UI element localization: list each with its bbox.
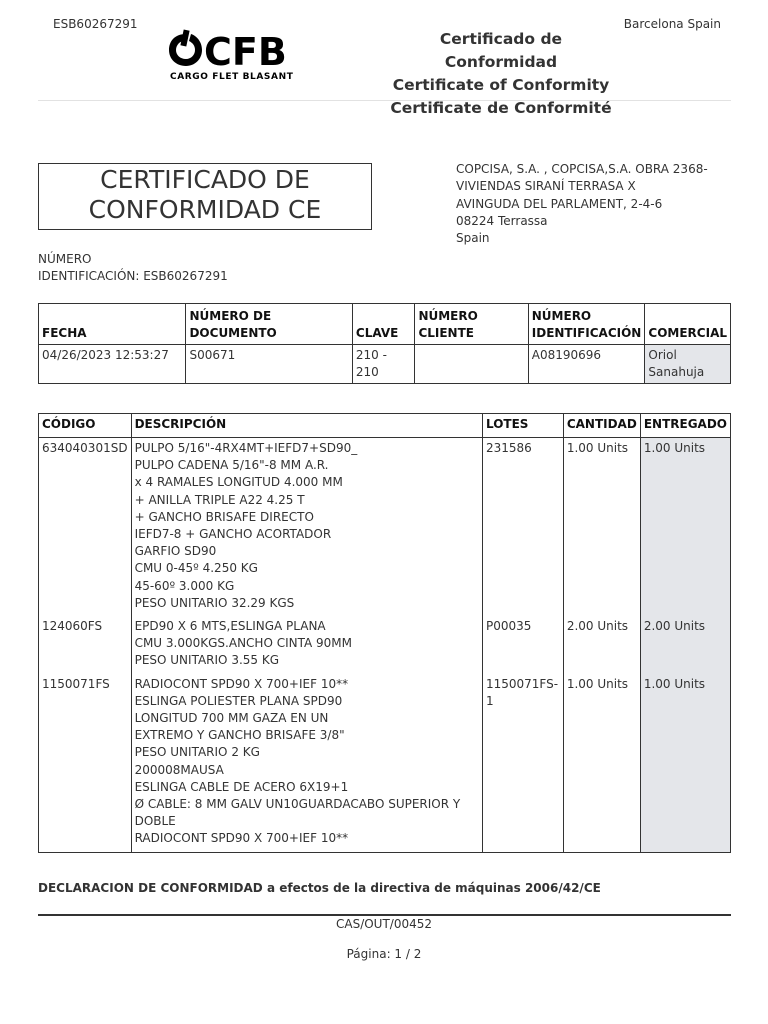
table-row	[39, 674, 731, 853]
cell-delivered: 2.00 Units	[640, 616, 730, 674]
cell-description	[131, 616, 482, 674]
certificate-titles	[384, 28, 618, 120]
description-line: CMU 3.000KGS.ANCHO CINTA 90MM	[134, 636, 353, 651]
description-line: RADIOCONT SPD90 X 700+IEF 10**	[134, 831, 349, 846]
cell-comercial: Oriol Sanahuja	[645, 345, 731, 384]
cell-cliente	[415, 345, 528, 384]
col-identificacion: NÚMERO IDENTIFICACIÓN	[528, 304, 645, 345]
description-line: x 4 RAMALES LONGITUD 4.000 MM	[134, 475, 343, 490]
cell-fecha: 04/26/2023 12:53:27	[39, 345, 186, 384]
col-cantidad: CANTIDAD	[563, 414, 640, 438]
footer-divider	[38, 914, 731, 916]
cell-code: 1150071FS	[39, 674, 132, 853]
cell-code: 634040301SD	[39, 438, 132, 617]
col-comercial: COMERCIAL	[645, 304, 731, 345]
ce-mark: CE	[288, 195, 322, 224]
description-line: PESO UNITARIO 2 KG	[134, 745, 260, 760]
col-documento: NÚMERO DE DOCUMENTO	[186, 304, 352, 345]
address-line: Spain	[456, 231, 490, 246]
cell-identificacion: A08190696	[528, 345, 645, 384]
col-lotes: LOTES	[482, 414, 563, 438]
id-value: IDENTIFICACIÓN: ESB60267291	[38, 269, 228, 284]
cell-lot: 1150071FS-1	[482, 674, 563, 853]
description-line: ESLINGA CABLE DE ACERO 6X19+1	[134, 779, 349, 794]
col-descripcion: DESCRIPCIÓN	[131, 414, 482, 438]
svg-text:CFB: CFB	[204, 30, 287, 73]
description-line: IEFD7-8 + GANCHO ACORTADOR	[134, 527, 332, 542]
id-label: NÚMERO	[38, 252, 92, 266]
address-line: AVINGUDA DEL PARLAMENT, 2-4-6	[456, 196, 663, 211]
col-fecha: FECHA	[39, 304, 186, 345]
items-header-row	[39, 414, 731, 438]
description-line: PESO UNITARIO 32.29 KGS	[134, 595, 295, 610]
info-table	[38, 303, 731, 384]
description-line: EPD90 X 6 MTS,ESLINGA PLANA	[134, 619, 326, 634]
declaration-text: DECLARACION DE CONFORMIDAD a efectos de la directiva de máquinas 2006/42/CE	[38, 881, 601, 895]
description-line: ESLINGA POLIESTER PLANA SPD90	[134, 693, 343, 708]
header-divider	[38, 100, 731, 101]
description-line: PULPO CADENA 5/16"-8 MM A.R.	[134, 458, 329, 473]
address-line: VIVIENDAS SIRANÍ TERRASA X	[456, 179, 636, 194]
cell-quantity: 1.00 Units	[563, 438, 640, 617]
description-line: Ø CABLE: 8 MM GALV UN10GUARDACABO SUPERIOR Y	[134, 797, 461, 812]
description-line: PESO UNITARIO 3.55 KG	[134, 653, 280, 668]
cell-lot: 231586	[482, 438, 563, 617]
cell-description	[131, 438, 482, 617]
certificate-title-line2: CONFORMIDAD CE	[88, 195, 322, 224]
footer-reference: CAS/OUT/00452	[335, 917, 433, 931]
description-line: RADIOCONT SPD90 X 700+IEF 10**	[134, 676, 349, 691]
cell-code: 124060FS	[39, 616, 132, 674]
cell-quantity: 1.00 Units	[563, 674, 640, 853]
cell-lot: P00035	[482, 616, 563, 674]
header-location: Barcelona Spain	[623, 17, 721, 31]
certificate-box	[38, 163, 372, 230]
certificate-title-line1: CERTIFICADO DE	[100, 165, 310, 194]
col-codigo: CÓDIGO	[39, 414, 132, 438]
cell-description	[131, 674, 482, 853]
cell-delivered: 1.00 Units	[640, 674, 730, 853]
cell-clave: 210 - 210	[352, 345, 415, 384]
address-line: COPCISA, S.A. , COPCISA,S.A. OBRA 2368-	[456, 162, 708, 176]
identification-number	[38, 251, 228, 286]
header-doc-id: ESB60267291	[53, 17, 138, 31]
title-en: Certificate of Conformity	[392, 76, 610, 94]
table-row	[39, 616, 731, 674]
col-cliente: NÚMERO CLIENTE	[415, 304, 528, 345]
description-line: DOBLE	[134, 814, 176, 829]
description-line: LONGITUD 700 MM GAZA EN UN	[134, 711, 329, 726]
title-es: Certificado de Conformidad	[439, 30, 563, 71]
info-data-row	[39, 345, 731, 384]
description-line: PULPO 5/16"-4RX4MT+IEFD7+SD90_	[134, 441, 358, 455]
cell-quantity: 2.00 Units	[563, 616, 640, 674]
description-line: 200008MAUSA	[134, 762, 224, 777]
col-clave: CLAVE	[352, 304, 415, 345]
items-table	[38, 413, 731, 853]
items-body	[39, 438, 731, 853]
description-line: GARFIO SD90	[134, 544, 217, 559]
table-row	[39, 438, 731, 617]
page-number: Página: 1 / 2	[346, 947, 422, 961]
customer-address	[456, 161, 726, 247]
title-fr: Certificate de Conformité	[390, 99, 612, 117]
description-line: + ANILLA TRIPLE A22 4.25 T	[134, 492, 305, 507]
description-line: EXTREMO Y GANCHO BRISAFE 3/8"	[134, 728, 345, 743]
cell-delivered: 1.00 Units	[640, 438, 730, 617]
description-line: CMU 0-45º 4.250 KG	[134, 561, 258, 576]
description-line: + GANCHO BRISAFE DIRECTO	[134, 509, 314, 524]
info-header-row	[39, 304, 731, 345]
description-line: 45-60º 3.000 KG	[134, 578, 235, 593]
logo-subtitle: CARGO FLET BLASANT	[170, 72, 294, 82]
address-line: 08224 Terrassa	[456, 213, 548, 228]
cell-documento: S00671	[186, 345, 352, 384]
col-entregado: ENTREGADO	[640, 414, 730, 438]
